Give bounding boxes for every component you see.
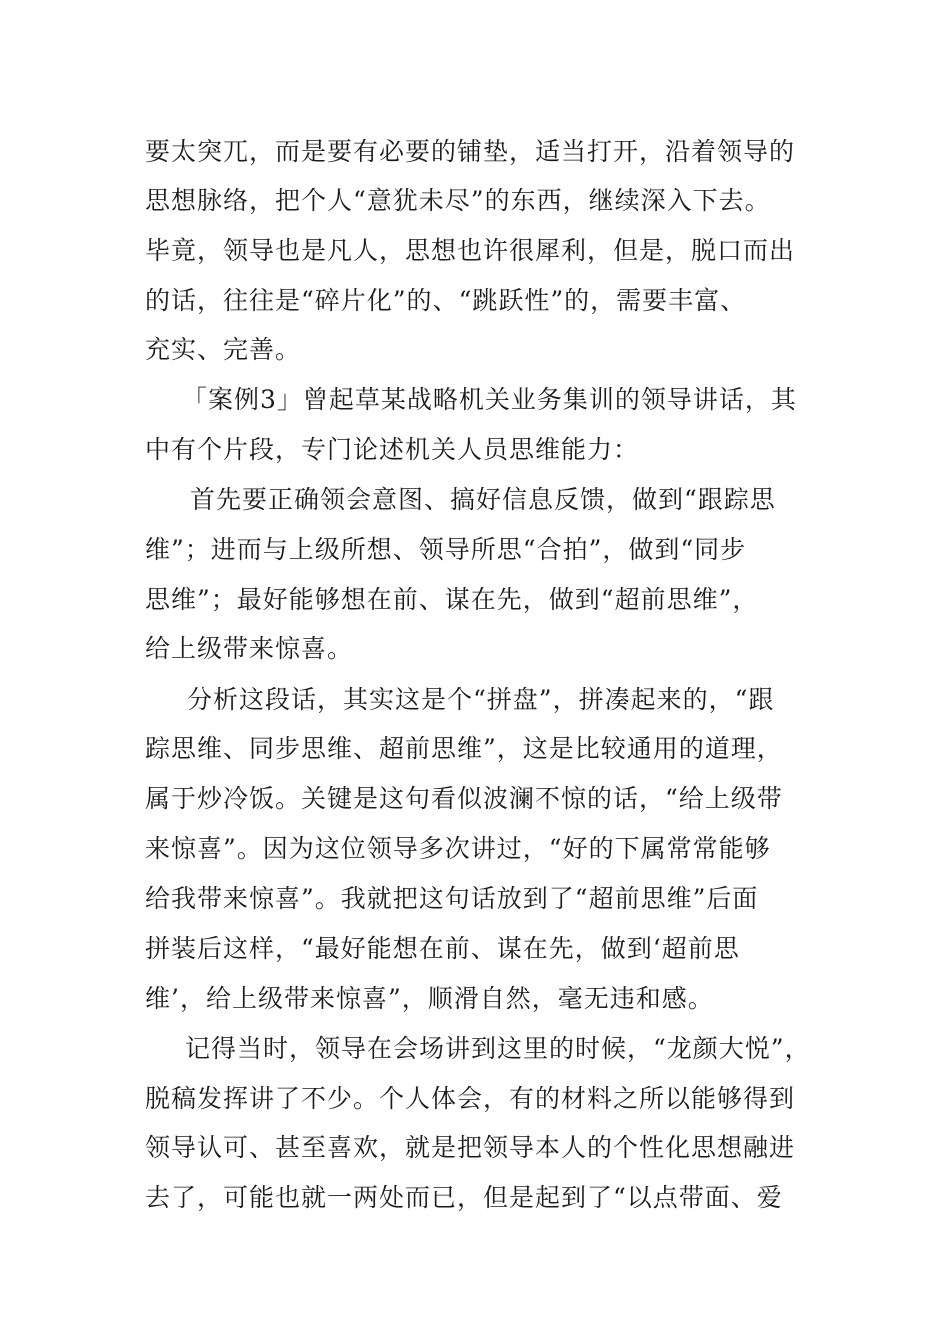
text-line: 中有个片段，专门论述机关人员思维能力： bbox=[145, 435, 640, 464]
text-line: 来惊喜”。因为这位领导多次讲过，“好的下属常常能够 bbox=[145, 834, 771, 863]
text-line: 给我带来惊喜”。我就把这句话放到了“超前思维”后面 bbox=[145, 884, 759, 913]
text-line: 首先要正确领会意图、搞好信息反馈，做到“跟踪思 bbox=[190, 485, 776, 514]
text-line: 分析这段话，其实这是个“拼盘”，拼凑起来的，“跟 bbox=[187, 685, 775, 714]
text-line: 的话，往往是“碎片化”的、“跳跃性”的，需要丰富、 bbox=[145, 286, 747, 315]
text-line: 思维”；最好能够想在前、谋在先，做到“超前思维”， bbox=[145, 585, 759, 614]
text-line: 要太突兀，而是要有必要的铺垫，适当打开，沿着领导的 bbox=[145, 137, 796, 166]
text-line: 维’，给上级带来惊喜”，顺滑自然，毫无违和感。 bbox=[145, 984, 714, 1013]
text-line: 拼装后这样，“最好能想在前、谋在先，做到‘超前思 bbox=[145, 934, 740, 963]
text-line: 「案例3」曾起草某战略机关业务集训的领导讲话，其 bbox=[182, 385, 797, 414]
text-line: 踪思维、同步思维、超前思维”，这是比较通用的道理， bbox=[145, 734, 783, 763]
text-line: 毕竟，领导也是凡人，思想也许很犀利，但是，脱口而出 bbox=[145, 236, 796, 265]
text-line: 去了，可能也就一两处而已，但是起到了“以点带面、爱 bbox=[145, 1183, 783, 1212]
text-line: 维”；进而与上级所想、领导所思“合拍”，做到“同步 bbox=[145, 535, 747, 564]
text-line: 属于炒冷饭。关键是这句看似波澜不惊的话，“给上级带 bbox=[145, 784, 783, 813]
text-line: 给上级带来惊喜。 bbox=[145, 634, 354, 663]
text-line: 思想脉络，把个人“意犹未尽”的东西，继续深入下去。 bbox=[145, 186, 771, 215]
text-line: 脱稿发挥讲了不少。个人体会，有的材料之所以能够得到 bbox=[145, 1084, 796, 1113]
text-line: 记得当时，领导在会场讲到这里的时候，“龙颜大悦”， bbox=[185, 1034, 811, 1063]
text-line: 领导认可、甚至喜欢，就是把领导本人的个性化思想融进 bbox=[145, 1133, 796, 1162]
text-line: 充实、完善。 bbox=[145, 335, 302, 364]
